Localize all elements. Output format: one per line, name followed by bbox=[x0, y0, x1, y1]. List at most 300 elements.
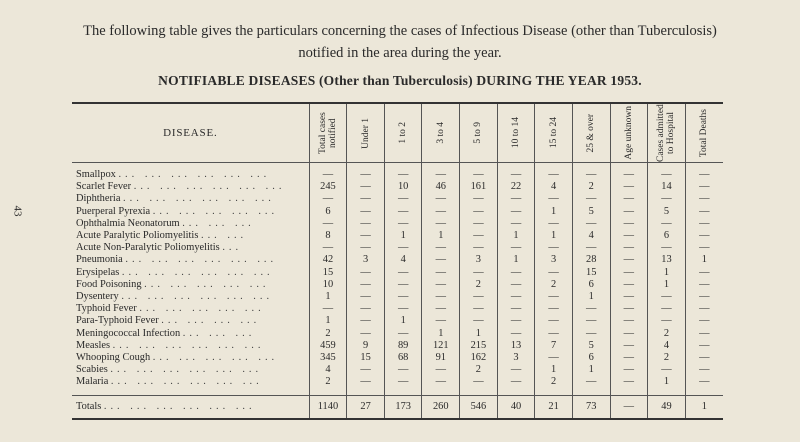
value-cell: — bbox=[384, 206, 422, 218]
table-row bbox=[72, 230, 723, 242]
value-cell: — bbox=[610, 169, 648, 181]
column-header bbox=[497, 103, 535, 163]
column-header bbox=[535, 103, 573, 163]
value-cell: — bbox=[535, 315, 573, 327]
disease-name-cell bbox=[72, 279, 309, 291]
leader-dots: ... ... ... ... ... bbox=[144, 278, 270, 290]
value-cell: — bbox=[422, 218, 460, 230]
value-cell: 27 bbox=[347, 395, 385, 419]
value-cell: — bbox=[610, 364, 648, 376]
value-cell: 245 bbox=[309, 181, 347, 193]
value-cell: — bbox=[422, 376, 460, 388]
value-cell: — bbox=[460, 315, 498, 327]
table-row bbox=[72, 193, 723, 205]
value-cell: 5 bbox=[572, 340, 610, 352]
value-cell: — bbox=[422, 279, 460, 291]
leader-dots: ... ... ... ... ... ... bbox=[118, 169, 271, 180]
value-cell: 1 bbox=[535, 206, 573, 218]
value-cell: — bbox=[610, 218, 648, 230]
value-cell: — bbox=[610, 181, 648, 193]
value-cell: — bbox=[347, 376, 385, 388]
value-cell: 1 bbox=[572, 291, 610, 303]
value-cell: — bbox=[422, 267, 460, 279]
table-row bbox=[72, 328, 723, 340]
value-cell: — bbox=[535, 328, 573, 340]
value-cell: 4 bbox=[535, 181, 573, 193]
value-cell: — bbox=[460, 303, 498, 315]
value-cell: — bbox=[460, 242, 498, 254]
value-cell: — bbox=[610, 303, 648, 315]
intro-paragraph: The following table gives the particulars concerning the cases of Infectious Disease (other than Tuberculosis) notified in the area during the year. bbox=[83, 23, 717, 61]
value-cell: 3 bbox=[347, 254, 385, 266]
disease-name: Scarlet Fever bbox=[76, 181, 132, 193]
leader-dots: ... ... ... ... ... ... bbox=[112, 339, 265, 351]
value-cell: 3 bbox=[535, 254, 573, 266]
leader-dots: ... bbox=[222, 242, 243, 254]
value-cell: 162 bbox=[460, 352, 498, 364]
value-cell: 2 bbox=[535, 279, 573, 291]
disease-column-header: DISEASE. bbox=[163, 127, 218, 139]
value-cell: 1140 bbox=[309, 395, 347, 419]
disease-name: Typhoid Fever bbox=[76, 303, 137, 315]
value-cell: — bbox=[610, 279, 648, 291]
column-header-label: Total cases notified bbox=[317, 112, 338, 154]
value-cell: — bbox=[422, 315, 460, 327]
value-cell: 1 bbox=[648, 279, 686, 291]
table-row bbox=[72, 340, 723, 352]
table-row bbox=[72, 218, 723, 230]
value-cell: — bbox=[347, 242, 385, 254]
value-cell: — bbox=[535, 352, 573, 364]
column-header-label: Total Deaths bbox=[699, 108, 710, 158]
value-cell: 1 bbox=[572, 364, 610, 376]
value-cell: — bbox=[497, 267, 535, 279]
value-cell: 15 bbox=[347, 352, 385, 364]
value-cell: — bbox=[347, 364, 385, 376]
column-header bbox=[460, 103, 498, 163]
value-cell: — bbox=[460, 218, 498, 230]
value-cell: — bbox=[572, 303, 610, 315]
table-body bbox=[72, 163, 723, 419]
notifiable-diseases-table bbox=[72, 102, 723, 420]
value-cell: — bbox=[384, 328, 422, 340]
value-cell: — bbox=[685, 376, 723, 388]
value-cell: — bbox=[384, 376, 422, 388]
table-row bbox=[72, 242, 723, 254]
value-cell: — bbox=[497, 376, 535, 388]
value-cell: 1 bbox=[497, 230, 535, 242]
value-cell: — bbox=[497, 218, 535, 230]
column-header bbox=[685, 103, 723, 163]
value-cell: 5 bbox=[572, 206, 610, 218]
disease-name: Measles bbox=[76, 339, 111, 351]
value-cell: — bbox=[309, 193, 347, 205]
leader-dots: ... ... ... ... ... ... bbox=[110, 376, 263, 388]
disease-name: Smallpox bbox=[76, 169, 116, 180]
value-cell: 1 bbox=[422, 328, 460, 340]
value-cell: — bbox=[347, 291, 385, 303]
value-cell: — bbox=[347, 230, 385, 242]
leader-dots: ... ... ... ... ... bbox=[152, 352, 279, 364]
value-cell: — bbox=[685, 181, 723, 193]
value-cell: — bbox=[384, 242, 422, 254]
leader-dots: ... ... bbox=[200, 230, 248, 242]
value-cell: — bbox=[610, 352, 648, 364]
column-header bbox=[347, 103, 385, 163]
table-row bbox=[72, 267, 723, 279]
value-cell: — bbox=[347, 303, 385, 315]
table-row bbox=[72, 364, 723, 376]
value-cell: 91 bbox=[422, 352, 460, 364]
disease-name: Erysipelas bbox=[76, 266, 120, 278]
value-cell: — bbox=[610, 193, 648, 205]
value-cell: 1 bbox=[685, 254, 723, 266]
value-cell: — bbox=[572, 242, 610, 254]
table-row bbox=[72, 291, 723, 303]
value-cell: — bbox=[685, 242, 723, 254]
disease-name-cell bbox=[72, 291, 309, 303]
disease-name: Scabies bbox=[76, 364, 108, 376]
value-cell: 89 bbox=[384, 340, 422, 352]
value-cell: 1 bbox=[648, 376, 686, 388]
value-cell: — bbox=[610, 254, 648, 266]
value-cell: 8 bbox=[309, 230, 347, 242]
value-cell: 2 bbox=[648, 328, 686, 340]
value-cell: 49 bbox=[648, 395, 686, 419]
value-cell: 215 bbox=[460, 340, 498, 352]
value-cell: — bbox=[309, 242, 347, 254]
column-header-label: 10 to 14 bbox=[511, 117, 521, 149]
value-cell: 2 bbox=[535, 376, 573, 388]
value-cell: 40 bbox=[497, 395, 535, 419]
value-cell: 4 bbox=[572, 230, 610, 242]
value-cell: — bbox=[460, 230, 498, 242]
value-cell: — bbox=[347, 206, 385, 218]
table-row bbox=[72, 169, 723, 181]
leader-dots: ... ... ... ... ... ... bbox=[125, 254, 278, 266]
value-cell: — bbox=[422, 193, 460, 205]
value-cell: 260 bbox=[422, 395, 460, 419]
value-cell: 1 bbox=[535, 364, 573, 376]
column-header-label: 3 to 4 bbox=[435, 122, 446, 144]
leader-dots: ... ... ... ... ... bbox=[139, 303, 265, 315]
disease-name-cell bbox=[72, 352, 309, 364]
disease-name-cell bbox=[72, 364, 309, 376]
value-cell: — bbox=[648, 303, 686, 315]
disease-name-cell bbox=[72, 340, 309, 352]
disease-name: Puerperal Pyrexia bbox=[76, 205, 151, 217]
disease-name: Pneumonia bbox=[76, 254, 123, 266]
table-heading: NOTIFIABLE DISEASES (Other than Tuberculosis) DURING THE YEAR 1953. bbox=[158, 73, 642, 88]
value-cell: — bbox=[309, 218, 347, 230]
value-cell: 173 bbox=[384, 395, 422, 419]
value-cell: — bbox=[610, 206, 648, 218]
value-cell: 42 bbox=[309, 254, 347, 266]
value-cell: — bbox=[685, 218, 723, 230]
value-cell: 14 bbox=[648, 181, 686, 193]
value-cell: — bbox=[497, 315, 535, 327]
header-row bbox=[72, 103, 723, 163]
column-header bbox=[572, 103, 610, 163]
value-cell: — bbox=[347, 218, 385, 230]
value-cell: — bbox=[610, 328, 648, 340]
value-cell: — bbox=[347, 169, 385, 181]
value-cell: — bbox=[685, 328, 723, 340]
value-cell: — bbox=[497, 169, 535, 181]
disease-name: Food Poisoning bbox=[76, 278, 142, 290]
disease-name-cell bbox=[72, 181, 309, 193]
value-cell: 4 bbox=[384, 254, 422, 266]
value-cell: — bbox=[497, 291, 535, 303]
page-number: 43 bbox=[11, 205, 24, 217]
leader-dots: ... ... ... bbox=[182, 217, 255, 229]
value-cell: — bbox=[535, 303, 573, 315]
value-cell: — bbox=[572, 193, 610, 205]
value-cell: — bbox=[685, 279, 723, 291]
disease-name: Whooping Cough bbox=[76, 352, 151, 364]
value-cell: 2 bbox=[309, 328, 347, 340]
value-cell: — bbox=[685, 169, 723, 181]
value-cell: — bbox=[422, 206, 460, 218]
value-cell: — bbox=[535, 218, 573, 230]
value-cell: — bbox=[497, 328, 535, 340]
value-cell: 1 bbox=[422, 230, 460, 242]
value-cell: 161 bbox=[460, 181, 498, 193]
value-cell: — bbox=[648, 315, 686, 327]
disease-name-cell bbox=[72, 315, 309, 327]
value-cell: 6 bbox=[309, 206, 347, 218]
value-cell: — bbox=[648, 291, 686, 303]
value-cell: — bbox=[497, 364, 535, 376]
disease-name: Totals bbox=[76, 400, 102, 412]
table-row bbox=[72, 279, 723, 291]
value-cell: 3 bbox=[497, 352, 535, 364]
disease-name-cell bbox=[72, 230, 309, 242]
value-cell: — bbox=[685, 193, 723, 205]
value-cell: — bbox=[347, 315, 385, 327]
value-cell: 2 bbox=[460, 279, 498, 291]
value-cell: 1 bbox=[309, 291, 347, 303]
value-cell: — bbox=[422, 303, 460, 315]
table-row bbox=[72, 315, 723, 327]
value-cell: — bbox=[572, 218, 610, 230]
disease-name-cell bbox=[72, 169, 309, 181]
value-cell: — bbox=[309, 303, 347, 315]
value-cell: — bbox=[610, 291, 648, 303]
disease-name-cell bbox=[72, 218, 309, 230]
value-cell: — bbox=[384, 169, 422, 181]
value-cell: 2 bbox=[648, 352, 686, 364]
leader-dots: ... ... ... ... ... ... bbox=[123, 193, 275, 205]
disease-name: Para-Typhoid Fever bbox=[76, 315, 159, 327]
value-cell: — bbox=[648, 169, 686, 181]
value-cell: — bbox=[347, 279, 385, 291]
value-cell: 21 bbox=[535, 395, 573, 419]
value-cell: — bbox=[384, 193, 422, 205]
value-cell: — bbox=[384, 364, 422, 376]
value-cell: 2 bbox=[572, 181, 610, 193]
column-header-label: 15 to 24 bbox=[548, 117, 559, 149]
value-cell: 459 bbox=[309, 340, 347, 352]
value-cell: — bbox=[572, 169, 610, 181]
leader-dots: ... ... ... bbox=[182, 327, 256, 339]
value-cell: — bbox=[497, 206, 535, 218]
value-cell: — bbox=[610, 230, 648, 242]
disease-name: Diphtheria bbox=[76, 193, 121, 205]
column-header-label: 5 to 9 bbox=[473, 122, 484, 144]
value-cell: — bbox=[685, 291, 723, 303]
value-cell: — bbox=[347, 193, 385, 205]
table-row bbox=[72, 206, 723, 218]
value-cell: 68 bbox=[384, 352, 422, 364]
value-cell: — bbox=[685, 352, 723, 364]
column-header-label: 1 to 2 bbox=[398, 122, 409, 144]
column-header-label: Age unknown bbox=[623, 106, 634, 160]
value-cell: — bbox=[648, 193, 686, 205]
value-cell: — bbox=[422, 169, 460, 181]
value-cell: — bbox=[535, 193, 573, 205]
value-cell: — bbox=[460, 193, 498, 205]
value-cell: 22 bbox=[497, 181, 535, 193]
value-cell: — bbox=[572, 376, 610, 388]
value-cell: — bbox=[535, 267, 573, 279]
value-cell: — bbox=[535, 242, 573, 254]
value-cell: 2 bbox=[309, 376, 347, 388]
leader-dots: ... ... ... ... ... ... bbox=[121, 266, 274, 278]
table-row bbox=[72, 352, 723, 364]
value-cell: 46 bbox=[422, 181, 460, 193]
value-cell: — bbox=[685, 340, 723, 352]
disease-name-cell bbox=[72, 303, 309, 315]
disease-name-cell bbox=[72, 242, 309, 254]
table-row bbox=[72, 303, 723, 315]
value-cell: — bbox=[535, 169, 573, 181]
value-cell: — bbox=[460, 376, 498, 388]
value-cell: 2 bbox=[460, 364, 498, 376]
value-cell: — bbox=[347, 267, 385, 279]
value-cell: 15 bbox=[572, 267, 610, 279]
value-cell: 1 bbox=[309, 315, 347, 327]
value-cell: — bbox=[648, 364, 686, 376]
value-cell: — bbox=[572, 328, 610, 340]
column-header-label: 25 & over bbox=[586, 113, 597, 153]
value-cell: — bbox=[648, 242, 686, 254]
value-cell: — bbox=[497, 279, 535, 291]
value-cell: — bbox=[460, 206, 498, 218]
value-cell: — bbox=[610, 340, 648, 352]
value-cell: 6 bbox=[572, 279, 610, 291]
disease-name: Acute Non-Paralytic Poliomyelitis bbox=[76, 242, 220, 254]
value-cell: — bbox=[347, 181, 385, 193]
value-cell: — bbox=[610, 242, 648, 254]
disease-name-cell bbox=[72, 267, 309, 279]
value-cell: 4 bbox=[309, 364, 347, 376]
value-cell: — bbox=[384, 218, 422, 230]
value-cell: — bbox=[535, 291, 573, 303]
value-cell: 3 bbox=[460, 254, 498, 266]
disease-name: Acute Paralytic Poliomyelitis bbox=[76, 230, 199, 242]
value-cell: — bbox=[384, 291, 422, 303]
leader-dots: ... ... ... ... ... ... bbox=[121, 291, 274, 303]
leader-dots: ... ... ... ... ... ... bbox=[103, 400, 256, 412]
value-cell: — bbox=[422, 254, 460, 266]
value-cell: 1 bbox=[384, 315, 422, 327]
value-cell: — bbox=[422, 242, 460, 254]
value-cell: 1 bbox=[535, 230, 573, 242]
value-cell: — bbox=[460, 291, 498, 303]
value-cell: — bbox=[460, 267, 498, 279]
disease-name: Malaria bbox=[76, 376, 109, 388]
value-cell: 10 bbox=[309, 279, 347, 291]
value-cell: 73 bbox=[572, 395, 610, 419]
disease-name-cell bbox=[72, 395, 309, 419]
column-header-label: Under 1 bbox=[360, 117, 371, 149]
column-header bbox=[422, 103, 460, 163]
disease-name-cell bbox=[72, 254, 309, 266]
value-cell: — bbox=[610, 315, 648, 327]
value-cell: — bbox=[685, 315, 723, 327]
leader-dots: ... ... ... ... bbox=[161, 315, 261, 327]
totals-row bbox=[72, 395, 723, 419]
value-cell: 4 bbox=[648, 340, 686, 352]
disease-name: Meningococcal Infection bbox=[76, 327, 181, 339]
value-cell: 6 bbox=[572, 352, 610, 364]
value-cell: — bbox=[685, 364, 723, 376]
value-cell: 1 bbox=[648, 267, 686, 279]
value-cell: 13 bbox=[497, 340, 535, 352]
value-cell: — bbox=[384, 303, 422, 315]
value-cell: 15 bbox=[309, 267, 347, 279]
value-cell: 6 bbox=[648, 230, 686, 242]
value-cell: — bbox=[497, 303, 535, 315]
value-cell: — bbox=[610, 395, 648, 419]
value-cell: 7 bbox=[535, 340, 573, 352]
disease-name-cell bbox=[72, 376, 309, 388]
leader-dots: ... ... ... ... ... bbox=[152, 205, 279, 217]
value-cell: 1 bbox=[497, 254, 535, 266]
value-cell: — bbox=[384, 279, 422, 291]
value-cell: 546 bbox=[460, 395, 498, 419]
disease-name-cell bbox=[72, 206, 309, 218]
value-cell: 1 bbox=[384, 230, 422, 242]
disease-name: Dysentery bbox=[76, 291, 119, 303]
disease-name-cell bbox=[72, 193, 309, 205]
value-cell: — bbox=[497, 242, 535, 254]
column-header bbox=[648, 103, 686, 163]
table-row bbox=[72, 254, 723, 266]
value-cell: 1 bbox=[460, 328, 498, 340]
value-cell: — bbox=[497, 193, 535, 205]
value-cell: 5 bbox=[648, 206, 686, 218]
table-row bbox=[72, 181, 723, 193]
column-header-label: Cases admitted to Hospital bbox=[656, 104, 677, 162]
value-cell: 10 bbox=[384, 181, 422, 193]
value-cell: — bbox=[685, 230, 723, 242]
value-cell: 9 bbox=[347, 340, 385, 352]
disease-name: Ophthalmia Neonatorum bbox=[76, 217, 180, 229]
value-cell: — bbox=[685, 206, 723, 218]
leader-dots: ... ... ... ... ... ... bbox=[110, 364, 263, 376]
value-cell: 13 bbox=[648, 254, 686, 266]
value-cell: — bbox=[460, 169, 498, 181]
column-header bbox=[610, 103, 648, 163]
value-cell: 121 bbox=[422, 340, 460, 352]
value-cell: 345 bbox=[309, 352, 347, 364]
value-cell: — bbox=[384, 267, 422, 279]
value-cell: — bbox=[648, 218, 686, 230]
table-row bbox=[72, 376, 723, 388]
column-header bbox=[309, 103, 347, 163]
